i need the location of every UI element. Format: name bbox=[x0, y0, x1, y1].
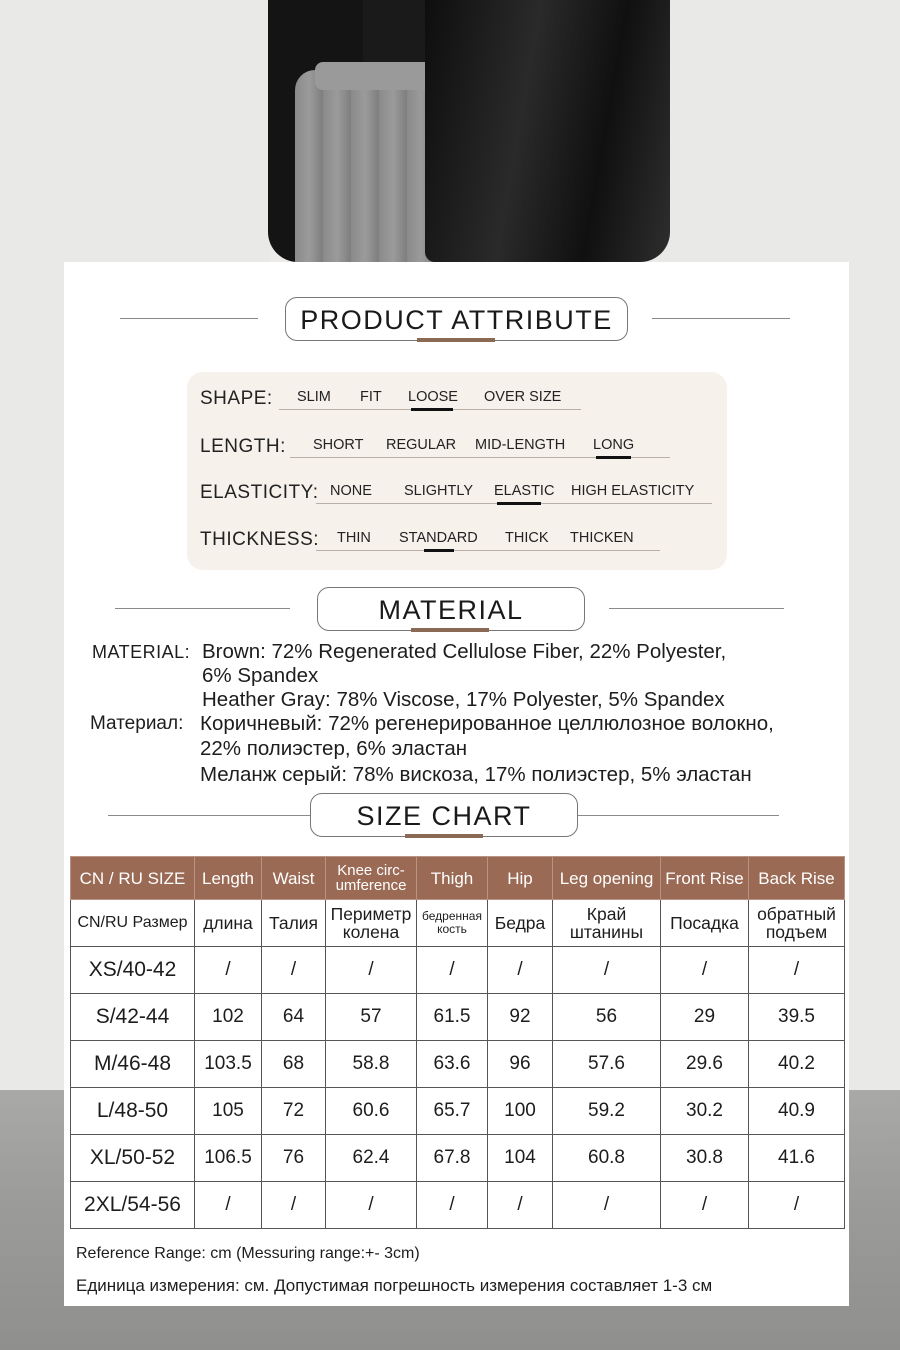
table-row bbox=[71, 1135, 845, 1182]
attr-option: REGULAR bbox=[386, 437, 457, 453]
title-accent-bar bbox=[405, 834, 483, 838]
header-back-rise: Back Rise bbox=[749, 857, 845, 900]
selected-underline bbox=[497, 502, 541, 505]
header-hip: Hip bbox=[488, 857, 553, 900]
attr-option: THIN bbox=[337, 530, 371, 546]
table-cell: 102 bbox=[195, 994, 262, 1041]
header-front-rise: Front Rise bbox=[661, 857, 749, 900]
table-cell: XS/40-42 bbox=[71, 947, 195, 994]
table-cell: / bbox=[326, 1182, 417, 1229]
table-cell: 56 bbox=[553, 994, 661, 1041]
table-cell: 2XL/54-56 bbox=[71, 1182, 195, 1229]
material-text: 22% полиэстер, 6% эластан bbox=[200, 737, 468, 760]
attr-option: SLIM bbox=[297, 389, 331, 405]
table-cell: 40.9 bbox=[749, 1088, 845, 1135]
header-waist: Waist bbox=[262, 857, 326, 900]
table-cell: / bbox=[326, 947, 417, 994]
header-leg-opening: Leg opening bbox=[553, 857, 661, 900]
table-cell: / bbox=[661, 1182, 749, 1229]
table-cell: CN/RU Размер bbox=[71, 900, 195, 947]
table-cell: длина bbox=[195, 900, 262, 947]
attr-option-selected: LOOSE bbox=[408, 389, 458, 405]
table-cell: / bbox=[488, 947, 553, 994]
table-cell: / bbox=[262, 1182, 326, 1229]
divider-line bbox=[577, 815, 779, 816]
header-size: CN / RU SIZE bbox=[71, 857, 195, 900]
attr-option: HIGH ELASTICITY bbox=[571, 483, 695, 499]
table-cell: 59.2 bbox=[553, 1088, 661, 1135]
selected-underline bbox=[411, 408, 453, 411]
table-cell: 39.5 bbox=[749, 994, 845, 1041]
product-photo bbox=[0, 0, 900, 262]
divider-line bbox=[120, 318, 258, 319]
table-cell: 104 bbox=[488, 1135, 553, 1182]
table-cell: / bbox=[661, 947, 749, 994]
table-cell: / bbox=[749, 947, 845, 994]
table-cell: 106.5 bbox=[195, 1135, 262, 1182]
table-cell: 60.6 bbox=[326, 1088, 417, 1135]
attr-label-elasticity: ELASTICITY: bbox=[200, 482, 319, 503]
header-length: Length bbox=[195, 857, 262, 900]
table-cell: / bbox=[262, 947, 326, 994]
table-cell: 29 bbox=[661, 994, 749, 1041]
table-cell: 57.6 bbox=[553, 1041, 661, 1088]
table-cell: M/46-48 bbox=[71, 1041, 195, 1088]
table-cell: 67.8 bbox=[417, 1135, 488, 1182]
table-cell: Бедра bbox=[488, 900, 553, 947]
attr-option-selected: STANDARD bbox=[399, 530, 478, 546]
table-cell: / bbox=[195, 1182, 262, 1229]
table-cell: / bbox=[749, 1182, 845, 1229]
section-title-material: MATERIAL bbox=[317, 587, 585, 631]
table-cell: 92 bbox=[488, 994, 553, 1041]
attr-label-shape: SHAPE: bbox=[200, 388, 273, 409]
table-row bbox=[71, 1182, 845, 1229]
section-title-size-chart: SIZE CHART bbox=[310, 793, 578, 837]
title-accent-bar bbox=[411, 628, 489, 632]
table-cell: / bbox=[417, 1182, 488, 1229]
table-cell: 72 bbox=[262, 1088, 326, 1135]
header-thigh: Thigh bbox=[417, 857, 488, 900]
material-text: Коричневый: 72% регенерированное целлюлозное волокно, bbox=[200, 712, 774, 735]
table-row bbox=[71, 1041, 845, 1088]
table-cell: Край штанины bbox=[553, 900, 661, 947]
section-title-product-attribute: PRODUCT ATTRIBUTE bbox=[285, 297, 628, 341]
attr-label-thickness: THICKNESS: bbox=[200, 529, 320, 550]
photo-jacket-right bbox=[425, 0, 670, 262]
table-cell: Талия bbox=[262, 900, 326, 947]
material-text: Меланж серый: 78% вискоза, 17% полиэстер, 5% эластан bbox=[200, 763, 752, 786]
size-chart-table bbox=[70, 856, 845, 1229]
attr-option: MID-LENGTH bbox=[475, 437, 566, 453]
table-cell: XL/50-52 bbox=[71, 1135, 195, 1182]
table-cell: 64 bbox=[262, 994, 326, 1041]
table-cell: 62.4 bbox=[326, 1135, 417, 1182]
attr-option: OVER SIZE bbox=[484, 389, 562, 405]
table-cell: 100 bbox=[488, 1088, 553, 1135]
table-header-ru-row bbox=[71, 900, 845, 947]
selected-underline bbox=[596, 456, 631, 459]
table-cell: 61.5 bbox=[417, 994, 488, 1041]
divider-line bbox=[609, 608, 784, 609]
attr-option: THICK bbox=[505, 530, 549, 546]
reference-note-en: Reference Range: cm (Messuring range:+- 3cm) bbox=[76, 1245, 420, 1262]
table-cell: 63.6 bbox=[417, 1041, 488, 1088]
table-cell: 30.8 bbox=[661, 1135, 749, 1182]
table-cell: S/42-44 bbox=[71, 994, 195, 1041]
attr-option: SHORT bbox=[313, 437, 364, 453]
table-row bbox=[71, 994, 845, 1041]
table-cell: 40.2 bbox=[749, 1041, 845, 1088]
header-knee: Knee circ- umference bbox=[326, 857, 417, 900]
table-cell: бедренная кость bbox=[417, 900, 488, 947]
table-cell: 68 bbox=[262, 1041, 326, 1088]
material-label-en: MATERIAL: bbox=[92, 642, 191, 662]
table-cell: обратный подъем bbox=[749, 900, 845, 947]
table-cell: 105 bbox=[195, 1088, 262, 1135]
table-cell: 65.7 bbox=[417, 1088, 488, 1135]
table-cell: / bbox=[417, 947, 488, 994]
attr-option: SLIGHTLY bbox=[404, 483, 474, 499]
attr-label-length: LENGTH: bbox=[200, 436, 286, 457]
material-text: Brown: 72% Regenerated Cellulose Fiber, 22% Polyester, bbox=[202, 640, 727, 663]
table-cell: / bbox=[195, 947, 262, 994]
table-cell: 96 bbox=[488, 1041, 553, 1088]
attr-option: FIT bbox=[360, 389, 382, 405]
material-text: 6% Spandex bbox=[202, 664, 319, 687]
table-row bbox=[71, 947, 845, 994]
table-cell: / bbox=[553, 947, 661, 994]
material-label-ru: Материал: bbox=[90, 713, 184, 734]
attr-option-selected: ELASTIC bbox=[494, 483, 555, 499]
table-cell: 30.2 bbox=[661, 1088, 749, 1135]
table-header-row bbox=[71, 857, 845, 900]
reference-note-ru: Единица измерения: см. Допустимая погрешность измерения составляет 1-3 см bbox=[76, 1276, 713, 1295]
table-cell: L/48-50 bbox=[71, 1088, 195, 1135]
attr-option: NONE bbox=[330, 483, 372, 499]
table-cell: / bbox=[553, 1182, 661, 1229]
table-cell: / bbox=[488, 1182, 553, 1229]
divider-line bbox=[108, 815, 310, 816]
table-row bbox=[71, 1088, 845, 1135]
attr-rule bbox=[316, 550, 660, 551]
table-cell: 103.5 bbox=[195, 1041, 262, 1088]
divider-line bbox=[115, 608, 290, 609]
table-cell: 76 bbox=[262, 1135, 326, 1182]
table-cell: 58.8 bbox=[326, 1041, 417, 1088]
material-text: Heather Gray: 78% Viscose, 17% Polyester, 5% Spandex bbox=[202, 688, 725, 711]
title-accent-bar bbox=[417, 338, 495, 342]
table-cell: 60.8 bbox=[553, 1135, 661, 1182]
table-cell: Периметр колена bbox=[326, 900, 417, 947]
table-cell: 57 bbox=[326, 994, 417, 1041]
divider-line bbox=[652, 318, 790, 319]
attr-option-selected: LONG bbox=[593, 437, 635, 453]
selected-underline bbox=[424, 549, 454, 552]
table-cell: Посадка bbox=[661, 900, 749, 947]
table-cell: 29.6 bbox=[661, 1041, 749, 1088]
attr-option: THICKEN bbox=[570, 530, 634, 546]
table-cell: 41.6 bbox=[749, 1135, 845, 1182]
